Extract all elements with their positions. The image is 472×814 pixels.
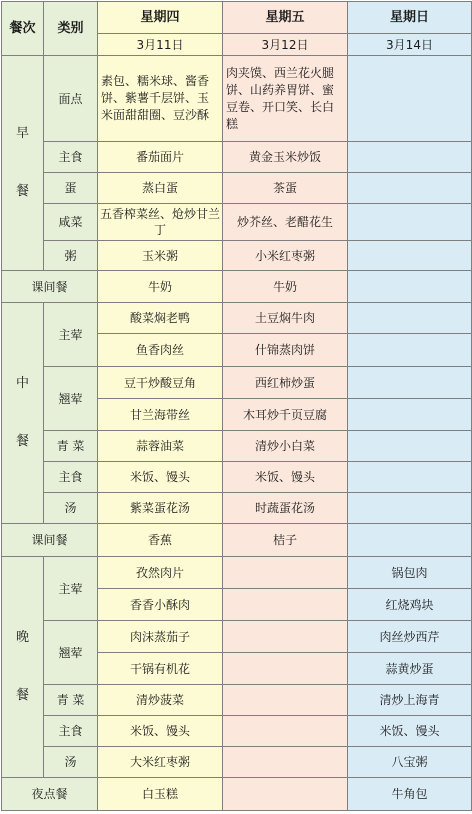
menu-cell: 清炒菠菜 [98, 685, 223, 716]
menu-cell [348, 367, 472, 399]
meal-label-dinner: 晚 餐 [2, 557, 44, 778]
menu-cell: 鱼香肉丝 [98, 334, 223, 367]
category-cell: 面点 [44, 56, 98, 142]
menu-cell: 黄金玉米炒饭 [223, 142, 348, 173]
menu-cell: 红烧鸡块 [348, 589, 472, 621]
category-cell: 主荤 [44, 557, 98, 621]
category-cell: 汤 [44, 747, 98, 778]
menu-cell [348, 241, 472, 271]
menu-cell [223, 621, 348, 653]
menu-cell [348, 524, 472, 557]
menu-cell [223, 589, 348, 621]
category-cell: 主食 [44, 462, 98, 493]
menu-cell: 香蕉 [98, 524, 223, 557]
menu-cell: 素包、糯米球、酱香饼、紫薯千层饼、玉米面甜甜圈、豆沙酥 [98, 56, 223, 142]
menu-cell: 酸菜焖老鸭 [98, 303, 223, 334]
menu-cell [348, 271, 472, 303]
menu-cell [348, 334, 472, 367]
menu-cell [348, 56, 472, 142]
weekly-menu-table [1, 1, 472, 811]
meal-label-lunch: 中 餐 [2, 303, 44, 524]
menu-cell: 大米红枣粥 [98, 747, 223, 778]
menu-cell [223, 778, 348, 811]
menu-cell: 蒸白蛋 [98, 173, 223, 204]
menu-cell: 八宝粥 [348, 747, 472, 778]
menu-cell: 清炒小白菜 [223, 431, 348, 462]
day-header-sun: 星期日 [348, 2, 472, 34]
menu-cell: 什锦蒸肉饼 [223, 334, 348, 367]
meal-label-breakfast: 早 餐 [2, 56, 44, 271]
menu-cell: 土豆焖牛肉 [223, 303, 348, 334]
menu-cell [348, 431, 472, 462]
menu-cell [348, 142, 472, 173]
category-column-header: 类别 [44, 2, 98, 56]
menu-cell: 米饭、馒头 [348, 716, 472, 747]
meal-column-header: 餐次 [2, 2, 44, 56]
menu-cell: 干锅有机花 [98, 653, 223, 685]
menu-cell [223, 716, 348, 747]
category-cell: 汤 [44, 493, 98, 524]
menu-cell [223, 685, 348, 716]
date-sun: 3月14日 [348, 34, 472, 56]
menu-cell [223, 653, 348, 685]
category-cell: 主荤 [44, 303, 98, 367]
menu-cell: 锅包肉 [348, 557, 472, 589]
menu-cell [348, 462, 472, 493]
category-cell: 翘荤 [44, 367, 98, 431]
menu-cell: 香香小酥肉 [98, 589, 223, 621]
menu-cell: 炒芥丝、老醋花生 [223, 204, 348, 241]
menu-cell: 肉沫蒸茄子 [98, 621, 223, 653]
break-label-am: 课间餐 [2, 271, 98, 303]
menu-cell [223, 557, 348, 589]
menu-cell: 牛奶 [98, 271, 223, 303]
menu-cell: 时蔬蛋花汤 [223, 493, 348, 524]
menu-cell [223, 747, 348, 778]
menu-cell: 牛角包 [348, 778, 472, 811]
date-fri: 3月12日 [223, 34, 348, 56]
menu-cell: 米饭、馒头 [98, 462, 223, 493]
category-cell: 主食 [44, 716, 98, 747]
menu-cell: 孜然肉片 [98, 557, 223, 589]
menu-cell: 豆干炒酸豆角 [98, 367, 223, 399]
menu-cell [348, 493, 472, 524]
menu-cell: 米饭、馒头 [223, 462, 348, 493]
menu-cell: 紫菜蛋花汤 [98, 493, 223, 524]
menu-cell [348, 204, 472, 241]
day-header-thu: 星期四 [98, 2, 223, 34]
category-cell: 粥 [44, 241, 98, 271]
menu-cell: 甘兰海带丝 [98, 399, 223, 431]
night-snack-label: 夜点餐 [2, 778, 98, 811]
menu-cell [348, 303, 472, 334]
menu-cell: 蒜蓉油菜 [98, 431, 223, 462]
menu-cell: 小米红枣粥 [223, 241, 348, 271]
category-cell: 蛋 [44, 173, 98, 204]
date-thu: 3月11日 [98, 34, 223, 56]
menu-cell: 清炒上海青 [348, 685, 472, 716]
break-label-pm: 课间餐 [2, 524, 98, 557]
day-header-fri: 星期五 [223, 2, 348, 34]
menu-cell: 西红柿炒蛋 [223, 367, 348, 399]
menu-cell: 茶蛋 [223, 173, 348, 204]
menu-cell: 蒜黄炒蛋 [348, 653, 472, 685]
menu-cell [348, 399, 472, 431]
menu-cell: 白玉糕 [98, 778, 223, 811]
category-cell: 青 菜 [44, 431, 98, 462]
menu-cell: 米饭、馒头 [98, 716, 223, 747]
menu-cell: 玉米粥 [98, 241, 223, 271]
menu-cell: 番茄面片 [98, 142, 223, 173]
menu-cell: 木耳炒千页豆腐 [223, 399, 348, 431]
menu-cell: 肉夹馍、西兰花火腿饼、山药养胃饼、蜜豆卷、开口笑、长白糕 [223, 56, 348, 142]
category-cell: 青 菜 [44, 685, 98, 716]
menu-cell [348, 173, 472, 204]
menu-cell: 桔子 [223, 524, 348, 557]
category-cell: 翘荤 [44, 621, 98, 685]
category-cell: 咸菜 [44, 204, 98, 241]
menu-cell: 牛奶 [223, 271, 348, 303]
menu-cell: 肉丝炒西芹 [348, 621, 472, 653]
category-cell: 主食 [44, 142, 98, 173]
menu-cell: 五香榨菜丝、炝炒甘兰丁 [98, 204, 223, 241]
